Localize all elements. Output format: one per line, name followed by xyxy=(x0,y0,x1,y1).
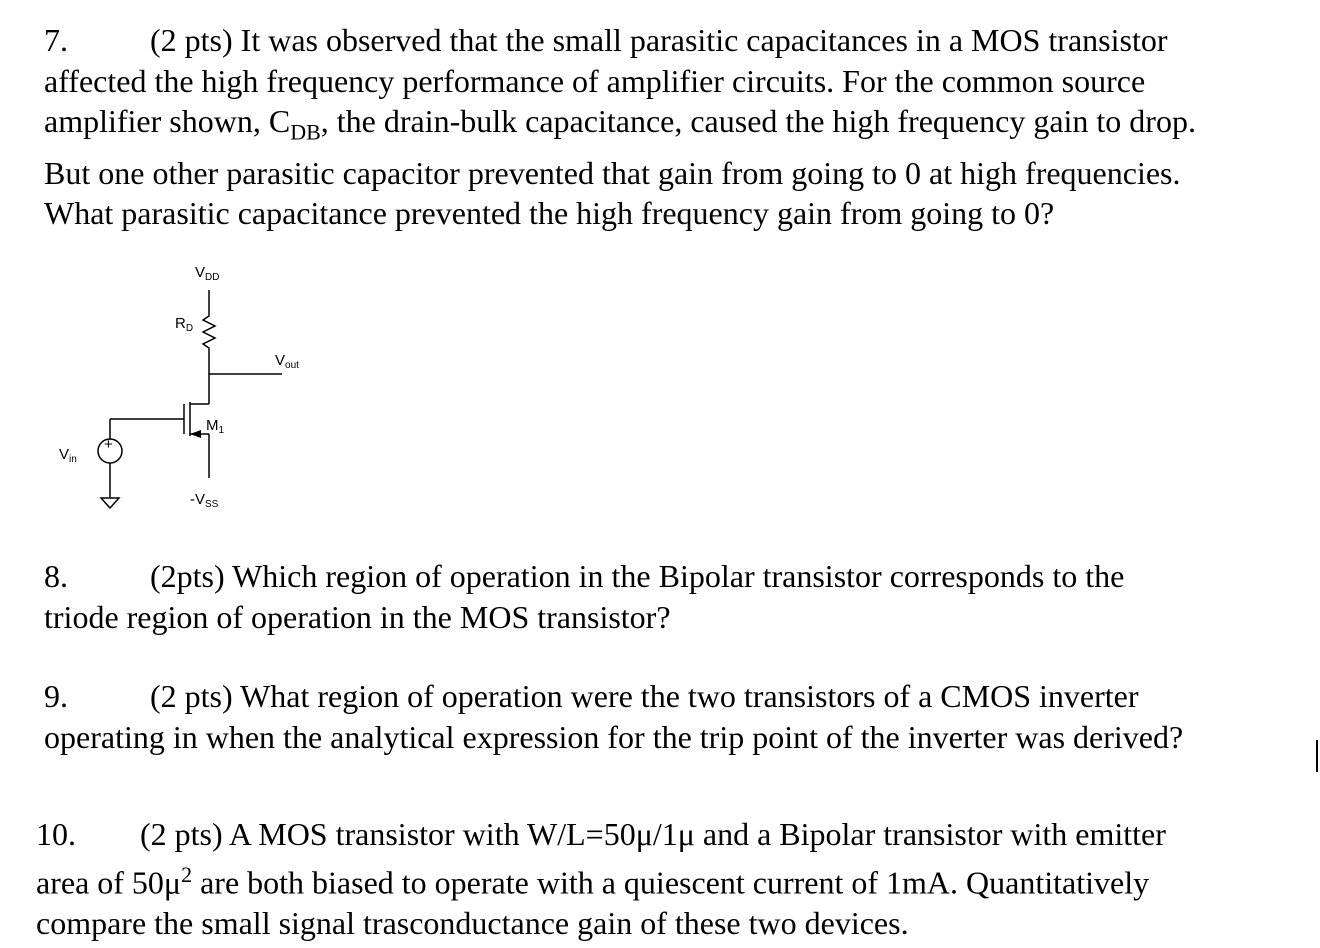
question-points: (2 pts) xyxy=(150,678,233,714)
common-source-amplifier-schematic xyxy=(0,250,360,530)
vin-label: $V_{in}$ xyxy=(59,446,77,465)
question-9-line-2: operating in when the analytical expression for the trip point of the inverter was derived? xyxy=(44,718,1184,755)
ground-symbol xyxy=(101,498,119,508)
vss-label: $-V_{SS}$ xyxy=(190,491,219,510)
question-number: 10. xyxy=(36,816,76,852)
question-8-line-1: 8. (2pts) Which region of operation in the Bipolar transistor corresponds to the xyxy=(44,556,1124,597)
vdd-label: $V_{DD}$ xyxy=(195,264,220,283)
rd-resistor xyxy=(203,312,215,352)
question-number: 8. xyxy=(44,558,68,594)
question-7-line-2: affected the high frequency performance of amplifier circuits. For the common source xyxy=(44,62,1146,99)
question-8 xyxy=(44,556,1124,637)
m1-label: $M_1$ xyxy=(206,417,225,436)
question-7-line-4: But one other parasitic capacitor prevented that gain from going to 0 at high frequencies. xyxy=(44,154,1181,191)
question-9-line-1: 9. (2 pts) What region of operation were the two transistors of a CMOS inverter xyxy=(44,676,1183,717)
question-10-line-1: 10. (2 pts) A MOS transistor with W/L=50μ/1μ and a Bipolar transistor with emitter xyxy=(36,814,1166,855)
question-9 xyxy=(44,676,1183,757)
question-10 xyxy=(36,814,1166,943)
question-8-line-2: triode region of operation in the MOS transistor? xyxy=(44,598,671,635)
question-7-line-3: amplifier shown, $C_{DB}$, the drain-bulk capacitance, caused the high frequency gain to drop. xyxy=(44,103,1196,145)
question-7-line-5: What parasitic capacitance prevented the high frequency gain from going to 0? xyxy=(44,195,1055,232)
question-7 xyxy=(44,20,1196,234)
question-10-line-3: compare the small signal trasconductance gain of these two devices. xyxy=(36,904,909,941)
source-plus-sign: + xyxy=(104,436,113,453)
rd-label: $R_D$ xyxy=(175,315,194,334)
question-points: (2 pts) xyxy=(150,22,233,58)
m1-source-arrow xyxy=(190,430,201,438)
question-points: (2pts) xyxy=(150,558,225,594)
text-cursor xyxy=(1316,740,1318,772)
question-points: (2 pts) xyxy=(140,816,223,852)
vout-label: $V_{out}$ xyxy=(275,352,299,371)
question-10-line-2: area of $50\mu^2$ are both biased to operate with a quiescent current of 1mA. Quantitatively xyxy=(36,861,1150,901)
question-number: 9. xyxy=(44,678,68,714)
question-7-line-1: 7. (2 pts) It was observed that the small parasitic capacitances in a MOS transistor xyxy=(44,20,1196,61)
question-number: 7. xyxy=(44,22,68,58)
